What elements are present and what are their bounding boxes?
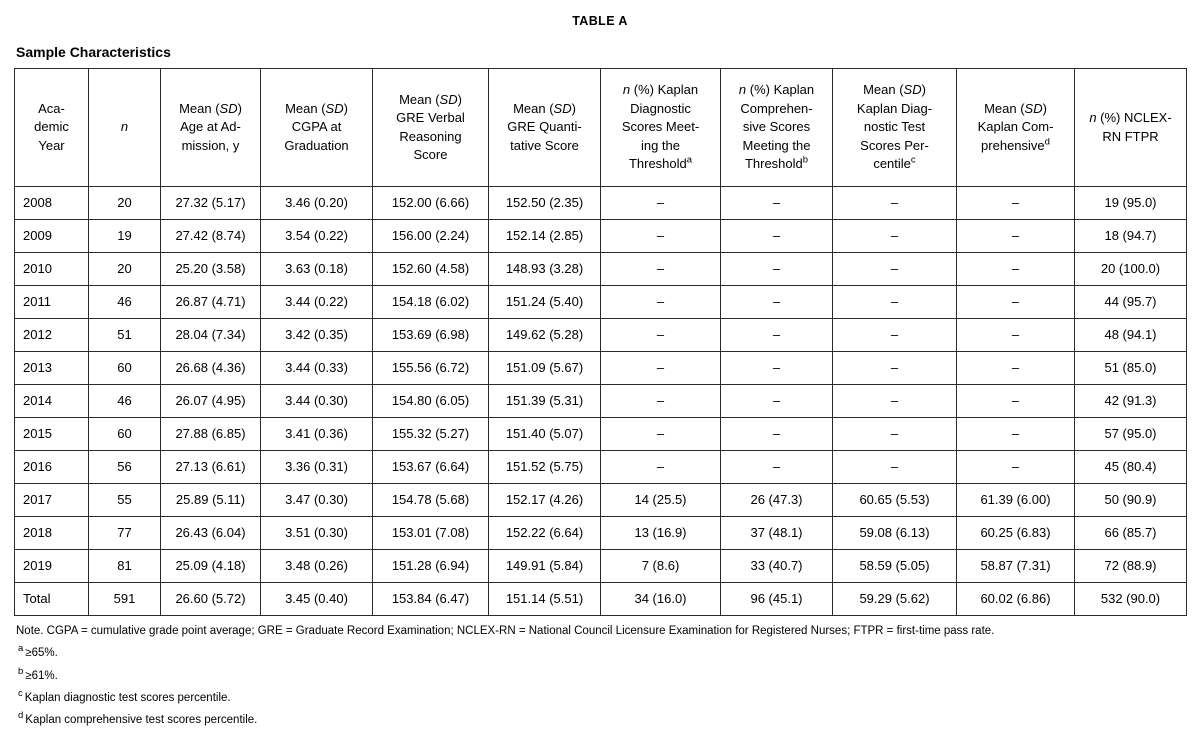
cell-kaplan-diag-percentile: – [833, 319, 957, 352]
table-row [15, 220, 1187, 253]
cell-year: 2012 [15, 319, 89, 352]
cell-kaplan-diag-threshold: – [601, 385, 721, 418]
cell-n: 591 [89, 583, 161, 616]
cell-year: 2018 [15, 517, 89, 550]
sample-characteristics-table [14, 68, 1187, 616]
column-header-n: n [89, 69, 161, 187]
table-row [15, 286, 1187, 319]
cell-gre-verbal: 154.78 (5.68) [373, 484, 489, 517]
cell-gre-verbal: 153.84 (6.47) [373, 583, 489, 616]
cell-age: 27.88 (6.85) [161, 418, 261, 451]
cell-kaplan-diag-percentile: – [833, 286, 957, 319]
cell-age: 27.32 (5.17) [161, 187, 261, 220]
cell-gre-quant: 151.09 (5.67) [489, 352, 601, 385]
cell-kaplan-diag-percentile: 59.08 (6.13) [833, 517, 957, 550]
cell-kaplan-comp-threshold: 96 (45.1) [721, 583, 833, 616]
footnote-d [18, 712, 1186, 729]
cell-kaplan-diag-percentile: – [833, 385, 957, 418]
cell-kaplan-comp-percentile: 61.39 (6.00) [957, 484, 1075, 517]
cell-cgpa: 3.45 (0.40) [261, 583, 373, 616]
table-row [15, 319, 1187, 352]
cell-gre-quant: 151.52 (5.75) [489, 451, 601, 484]
column-header-cgpa: Mean (SD) CGPA at Graduation [261, 69, 373, 187]
cell-year: 2011 [15, 286, 89, 319]
cell-kaplan-comp-threshold: – [721, 418, 833, 451]
cell-kaplan-diag-percentile: – [833, 187, 957, 220]
table-row [15, 451, 1187, 484]
table-row [15, 484, 1187, 517]
cell-kaplan-comp-percentile: – [957, 418, 1075, 451]
cell-kaplan-comp-threshold: – [721, 319, 833, 352]
table-caption: Sample Characteristics [16, 44, 171, 60]
cell-kaplan-comp-percentile: 60.25 (6.83) [957, 517, 1075, 550]
cell-age: 26.43 (6.04) [161, 517, 261, 550]
cell-gre-quant: 152.17 (4.26) [489, 484, 601, 517]
footnote-c [18, 687, 1186, 707]
cell-kaplan-comp-percentile: 60.02 (6.86) [957, 583, 1075, 616]
cell-nclex-ftpr: 18 (94.7) [1075, 220, 1187, 253]
cell-kaplan-comp-threshold: – [721, 352, 833, 385]
cell-age: 26.07 (4.95) [161, 385, 261, 418]
cell-kaplan-comp-threshold: – [721, 385, 833, 418]
cell-nclex-ftpr: 19 (95.0) [1075, 187, 1187, 220]
cell-kaplan-comp-percentile: – [957, 451, 1075, 484]
cell-nclex-ftpr: 42 (91.3) [1075, 385, 1187, 418]
cell-nclex-ftpr: 51 (85.0) [1075, 352, 1187, 385]
cell-kaplan-diag-percentile: – [833, 253, 957, 286]
cell-gre-quant: 151.39 (5.31) [489, 385, 601, 418]
cell-cgpa: 3.46 (0.20) [261, 187, 373, 220]
cell-n: 46 [89, 286, 161, 319]
cell-gre-quant: 152.50 (2.35) [489, 187, 601, 220]
footnote-marker-d: d [18, 710, 24, 722]
footnote-marker-c: c [18, 687, 23, 699]
cell-kaplan-diag-threshold: – [601, 253, 721, 286]
cell-kaplan-comp-percentile: – [957, 286, 1075, 319]
cell-year: 2008 [15, 187, 89, 220]
cell-year: 2017 [15, 484, 89, 517]
cell-age: 26.87 (4.71) [161, 286, 261, 319]
table-row [15, 550, 1187, 583]
table-row [15, 385, 1187, 418]
cell-age: 28.04 (7.34) [161, 319, 261, 352]
cell-kaplan-diag-threshold: – [601, 187, 721, 220]
table-row [15, 418, 1187, 451]
cell-kaplan-comp-percentile: – [957, 319, 1075, 352]
cell-age: 25.20 (3.58) [161, 253, 261, 286]
cell-nclex-ftpr: 50 (90.9) [1075, 484, 1187, 517]
cell-kaplan-comp-percentile: – [957, 385, 1075, 418]
cell-nclex-ftpr: 20 (100.0) [1075, 253, 1187, 286]
cell-kaplan-diag-threshold: – [601, 220, 721, 253]
cell-year: 2014 [15, 385, 89, 418]
cell-age: 27.13 (6.61) [161, 451, 261, 484]
cell-n: 60 [89, 418, 161, 451]
cell-gre-verbal: 155.32 (5.27) [373, 418, 489, 451]
cell-nclex-ftpr: 66 (85.7) [1075, 517, 1187, 550]
cell-year: 2016 [15, 451, 89, 484]
cell-nclex-ftpr: 72 (88.9) [1075, 550, 1187, 583]
cell-n: 20 [89, 253, 161, 286]
cell-gre-verbal: 152.60 (4.58) [373, 253, 489, 286]
table-notes [14, 623, 1186, 729]
table-row [15, 352, 1187, 385]
column-header-nclex-rn-ftpr: n (%) NCLEX- RN FTPR [1075, 69, 1187, 187]
cell-kaplan-diag-percentile: – [833, 418, 957, 451]
cell-kaplan-comp-threshold: – [721, 286, 833, 319]
cell-n: 51 [89, 319, 161, 352]
table-row [15, 517, 1187, 550]
cell-kaplan-diag-percentile: 59.29 (5.62) [833, 583, 957, 616]
cell-cgpa: 3.44 (0.30) [261, 385, 373, 418]
table-row-total [15, 583, 1187, 616]
footnote-text-a: ≥65%. [25, 647, 58, 660]
table-label: TABLE A [572, 14, 628, 28]
cell-kaplan-comp-percentile: – [957, 352, 1075, 385]
column-header-kaplan-comprehensive-threshold: n (%) Kaplan Comprehen- sive Scores Meeting the Threshold$^b$ [721, 69, 833, 187]
footnote-marker-b: b [18, 665, 24, 677]
cell-n: 46 [89, 385, 161, 418]
cell-kaplan-diag-percentile: – [833, 220, 957, 253]
footnote-text-d: Kaplan comprehensive test scores percentile. [25, 714, 258, 726]
cell-nclex-ftpr: 44 (95.7) [1075, 286, 1187, 319]
cell-kaplan-diag-threshold: 7 (8.6) [601, 550, 721, 583]
table-body [15, 187, 1187, 616]
column-header-kaplan-diagnostic-percentile: Mean (SD) Kaplan Diag- nostic Test Scores Per- centile$^c$ [833, 69, 957, 187]
cell-year: Total [15, 583, 89, 616]
cell-cgpa: 3.44 (0.22) [261, 286, 373, 319]
cell-age: 25.89 (5.11) [161, 484, 261, 517]
cell-gre-quant: 152.14 (2.85) [489, 220, 601, 253]
cell-gre-verbal: 153.69 (6.98) [373, 319, 489, 352]
footnote-a [18, 645, 1186, 662]
table-header-row [15, 69, 1187, 187]
cell-n: 77 [89, 517, 161, 550]
cell-age: 25.09 (4.18) [161, 550, 261, 583]
cell-cgpa: 3.63 (0.18) [261, 253, 373, 286]
cell-gre-quant: 151.14 (5.51) [489, 583, 601, 616]
cell-gre-quant: 149.91 (5.84) [489, 550, 601, 583]
cell-gre-quant: 148.93 (3.28) [489, 253, 601, 286]
cell-gre-verbal: 152.00 (6.66) [373, 187, 489, 220]
cell-n: 60 [89, 352, 161, 385]
cell-kaplan-diag-threshold: – [601, 319, 721, 352]
cell-year: 2013 [15, 352, 89, 385]
cell-gre-verbal: 153.67 (6.64) [373, 451, 489, 484]
cell-gre-verbal: 155.56 (6.72) [373, 352, 489, 385]
footnote-b [18, 665, 1186, 685]
cell-nclex-ftpr: 532 (90.0) [1075, 583, 1187, 616]
cell-n: 81 [89, 550, 161, 583]
cell-gre-verbal: 151.28 (6.94) [373, 550, 489, 583]
cell-age: 27.42 (8.74) [161, 220, 261, 253]
cell-kaplan-diag-threshold: 34 (16.0) [601, 583, 721, 616]
cell-cgpa: 3.44 (0.33) [261, 352, 373, 385]
footnote-text-c: Kaplan diagnostic test scores percentile. [24, 691, 231, 704]
cell-year: 2015 [15, 418, 89, 451]
cell-kaplan-comp-percentile: – [957, 187, 1075, 220]
cell-n: 20 [89, 187, 161, 220]
cell-kaplan-comp-threshold: 26 (47.3) [721, 484, 833, 517]
cell-cgpa: 3.47 (0.30) [261, 484, 373, 517]
cell-nclex-ftpr: 57 (95.0) [1075, 418, 1187, 451]
cell-kaplan-diag-threshold: 13 (16.9) [601, 517, 721, 550]
cell-cgpa: 3.41 (0.36) [261, 418, 373, 451]
cell-kaplan-comp-percentile: – [957, 220, 1075, 253]
table-header-row-group [15, 69, 1187, 187]
column-header-kaplan-diagnostic-threshold: n (%) Kaplan Diagnostic Scores Meet- ing the Threshold$^a$ [601, 69, 721, 187]
cell-gre-quant: 151.24 (5.40) [489, 286, 601, 319]
column-header-gre-verbal: Mean (SD) GRE Verbal Reasoning Score [373, 69, 489, 187]
cell-kaplan-comp-threshold: 37 (48.1) [721, 517, 833, 550]
cell-kaplan-diag-threshold: 14 (25.5) [601, 484, 721, 517]
cell-kaplan-diag-percentile: 60.65 (5.53) [833, 484, 957, 517]
cell-gre-quant: 149.62 (5.28) [489, 319, 601, 352]
cell-kaplan-diag-threshold: – [601, 451, 721, 484]
cell-year: 2019 [15, 550, 89, 583]
cell-kaplan-comp-threshold: – [721, 253, 833, 286]
cell-kaplan-diag-percentile: – [833, 451, 957, 484]
cell-year: 2009 [15, 220, 89, 253]
cell-kaplan-diag-threshold: – [601, 418, 721, 451]
cell-kaplan-comp-percentile: – [957, 253, 1075, 286]
cell-nclex-ftpr: 45 (80.4) [1075, 451, 1187, 484]
cell-kaplan-diag-threshold: – [601, 352, 721, 385]
footnote-text-b: ≥61%. [25, 669, 58, 682]
cell-gre-verbal: 154.18 (6.02) [373, 286, 489, 319]
cell-cgpa: 3.36 (0.31) [261, 451, 373, 484]
note-abbreviations: Note. CGPA = cumulative grade point average; GRE = Graduate Record Examination; NCLEX-RN = National Council Licensure Examination for Registered Nurses; FTPR = first-time pass rate. [16, 625, 995, 637]
cell-cgpa: 3.54 (0.22) [261, 220, 373, 253]
cell-n: 19 [89, 220, 161, 253]
cell-n: 56 [89, 451, 161, 484]
cell-age: 26.60 (5.72) [161, 583, 261, 616]
footnote-marker-a: a [18, 643, 24, 655]
column-header-age-at-admission: Mean (SD) Age at Ad- mission, y [161, 69, 261, 187]
cell-nclex-ftpr: 48 (94.1) [1075, 319, 1187, 352]
cell-kaplan-comp-threshold: – [721, 451, 833, 484]
cell-cgpa: 3.42 (0.35) [261, 319, 373, 352]
cell-year: 2010 [15, 253, 89, 286]
column-header-kaplan-comprehensive-percentile: Mean (SD) Kaplan Com- prehensive$^d$ [957, 69, 1075, 187]
cell-kaplan-diag-percentile: 58.59 (5.05) [833, 550, 957, 583]
cell-kaplan-comp-threshold: – [721, 187, 833, 220]
cell-kaplan-comp-threshold: 33 (40.7) [721, 550, 833, 583]
cell-cgpa: 3.51 (0.30) [261, 517, 373, 550]
cell-gre-quant: 151.40 (5.07) [489, 418, 601, 451]
table-row [15, 187, 1187, 220]
cell-gre-verbal: 156.00 (2.24) [373, 220, 489, 253]
cell-kaplan-diag-threshold: – [601, 286, 721, 319]
cell-kaplan-diag-percentile: – [833, 352, 957, 385]
cell-gre-verbal: 153.01 (7.08) [373, 517, 489, 550]
cell-kaplan-comp-percentile: 58.87 (7.31) [957, 550, 1075, 583]
cell-gre-verbal: 154.80 (6.05) [373, 385, 489, 418]
table-row [15, 253, 1187, 286]
cell-age: 26.68 (4.36) [161, 352, 261, 385]
cell-gre-quant: 152.22 (6.64) [489, 517, 601, 550]
column-header-academic-year: Aca- demic Year [15, 69, 89, 187]
cell-cgpa: 3.48 (0.26) [261, 550, 373, 583]
cell-kaplan-comp-threshold: – [721, 220, 833, 253]
cell-n: 55 [89, 484, 161, 517]
column-header-gre-quantitative: Mean (SD) GRE Quanti- tative Score [489, 69, 601, 187]
